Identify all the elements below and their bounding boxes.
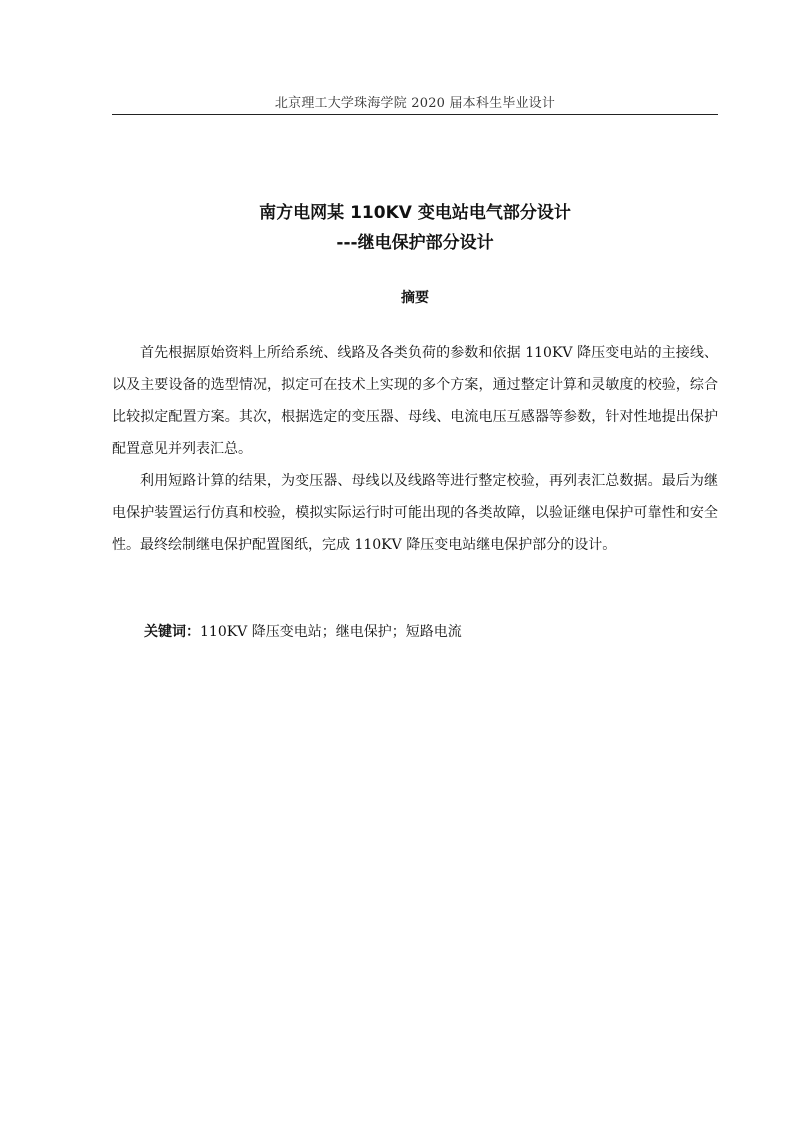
keywords-label: 关键词： [144,624,200,640]
title-block [112,198,718,258]
page-header: 北京理工大学珠海学院 2020 届本科生毕业设计 [274,96,556,111]
abstract-paragraph-2: 利用短路计算的结果，为变压器、母线以及线路等进行整定校验，再列表汇总数据。最后为继电保护装置运行仿真和校验，模拟实际运行时可能出现的各类故障，以验证继电保护可靠性和安全性。最终绘制继电保护配置图纸，完成 110KV 降压变电站继电保护部分的设计。 [112,473,718,553]
document-subtitle: ---继电保护部分设计 [336,233,494,253]
keywords-line [144,620,718,644]
abstract-paragraph-1: 首先根据原始资料上所给系统、线路及各类负荷的参数和依据 110KV 降压变电站的主接线、以及主要设备的选型情况，拟定可在技术上实现的多个方案，通过整定计算和灵敏度的校验，综合比较拟定配置方案。其次，根据选定的变压器、母线、电流电压互感器等参数，针对性地提出保护配置意见并列表汇总。 [112,345,718,457]
abstract-body [112,337,718,561]
keywords-value: 110KV 降压变电站；继电保护；短路电流 [200,624,462,640]
document-title: 南方电网某 110KV 变电站电气部分设计 [259,203,571,223]
header-rule [112,114,718,115]
abstract-heading: 摘要 [401,290,429,306]
